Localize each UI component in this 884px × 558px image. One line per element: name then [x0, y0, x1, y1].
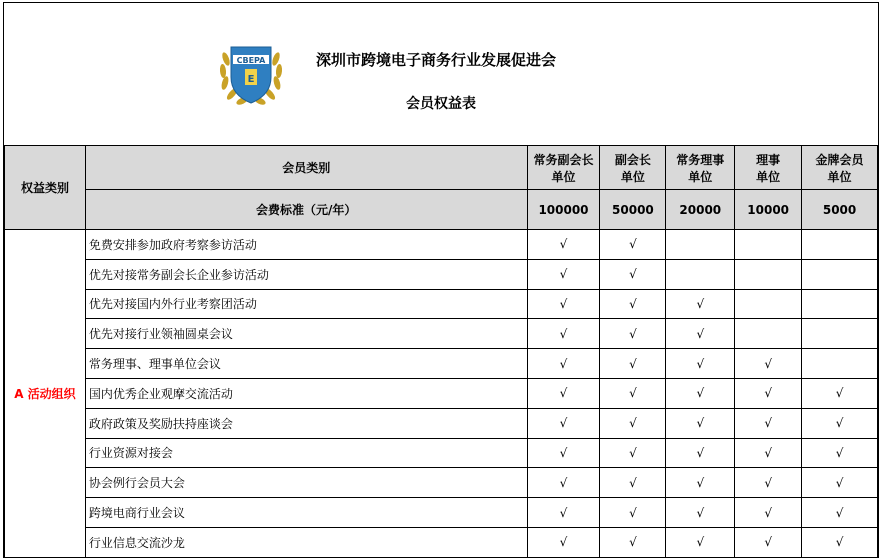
check-cell [527, 498, 600, 528]
benefits-table [4, 145, 878, 558]
benefit-row [5, 438, 878, 468]
benefit-row [5, 319, 878, 349]
check-mark-icon: √ [629, 386, 637, 401]
check-cell [735, 408, 802, 438]
check-cell [600, 408, 666, 438]
category-cell: A 活动组织 [5, 230, 86, 558]
check-mark-icon: √ [696, 475, 705, 490]
check-mark-icon: √ [629, 267, 637, 282]
check-cell [666, 527, 735, 557]
check-cell [600, 349, 666, 379]
check-cell [666, 468, 735, 498]
member-type-label: 会员类别 [85, 146, 527, 190]
check-mark-icon: √ [696, 356, 705, 371]
benefit-item: 跨境电商行业会议 [85, 498, 527, 528]
check-cell [735, 319, 802, 349]
check-cell [666, 378, 735, 408]
check-mark-icon: √ [764, 535, 772, 550]
check-cell [666, 259, 735, 289]
check-mark-icon: √ [559, 535, 568, 550]
check-mark-icon: √ [559, 475, 568, 490]
table-title: 会员权益表 [406, 96, 476, 112]
check-mark-icon: √ [629, 475, 637, 490]
check-mark-icon: √ [696, 296, 705, 311]
check-cell [527, 378, 600, 408]
benefit-row [5, 498, 878, 528]
check-cell [527, 259, 600, 289]
check-mark-icon: √ [764, 445, 772, 460]
check-mark-icon: √ [559, 267, 568, 282]
check-mark-icon: √ [559, 505, 568, 520]
check-mark-icon: √ [696, 386, 705, 401]
check-cell [802, 349, 878, 379]
check-cell [600, 319, 666, 349]
check-cell [527, 289, 600, 319]
check-cell [802, 378, 878, 408]
check-cell [735, 349, 802, 379]
category-header: 权益类别 [5, 146, 86, 230]
level-header: 常务副会长 单位 [527, 146, 600, 190]
benefit-item: 免费安排参加政府考察参访活动 [85, 230, 527, 260]
check-mark-icon: √ [764, 356, 772, 371]
check-mark-icon: √ [764, 386, 772, 401]
check-mark-icon: √ [559, 237, 568, 252]
benefit-row [5, 378, 878, 408]
check-cell [735, 527, 802, 557]
header-row-levels [5, 146, 878, 190]
benefit-item: 行业资源对接会 [85, 438, 527, 468]
check-mark-icon: √ [696, 326, 705, 341]
fee-value: 50000 [600, 190, 666, 230]
check-cell [802, 230, 878, 260]
fee-label: 会费标准（元/年） [85, 190, 527, 230]
check-cell [735, 468, 802, 498]
check-mark-icon: √ [696, 535, 705, 550]
check-cell [600, 498, 666, 528]
check-mark-icon: √ [764, 505, 772, 520]
check-cell [600, 289, 666, 319]
check-mark-icon: √ [835, 475, 844, 490]
benefit-row [5, 289, 878, 319]
check-cell [735, 498, 802, 528]
check-cell [600, 230, 666, 260]
check-mark-icon: √ [559, 296, 568, 311]
check-cell [527, 438, 600, 468]
benefit-row [5, 259, 878, 289]
benefits-sheet [3, 2, 879, 558]
fee-value: 10000 [735, 190, 802, 230]
check-cell [666, 438, 735, 468]
benefit-item: 行业信息交流沙龙 [85, 527, 527, 557]
check-cell [600, 468, 666, 498]
check-mark-icon: √ [559, 416, 568, 431]
check-cell [802, 408, 878, 438]
check-cell [802, 319, 878, 349]
check-cell [802, 527, 878, 557]
check-cell [802, 438, 878, 468]
check-cell [666, 408, 735, 438]
check-cell [527, 408, 600, 438]
check-mark-icon: √ [835, 386, 844, 401]
benefit-item: 优先对接常务副会长企业参访活动 [85, 259, 527, 289]
benefit-item: 协会例行会员大会 [85, 468, 527, 498]
check-mark-icon: √ [764, 416, 772, 431]
benefit-row [5, 468, 878, 498]
check-mark-icon: √ [629, 535, 637, 550]
check-cell [600, 259, 666, 289]
check-mark-icon: √ [559, 386, 568, 401]
check-mark-icon: √ [764, 475, 772, 490]
check-cell [527, 468, 600, 498]
check-cell [666, 289, 735, 319]
check-cell [666, 349, 735, 379]
check-cell [527, 527, 600, 557]
sheet-header [4, 3, 878, 146]
check-mark-icon: √ [835, 416, 844, 431]
benefit-item: 优先对接国内外行业考察团活动 [85, 289, 527, 319]
check-cell [802, 498, 878, 528]
check-mark-icon: √ [696, 416, 705, 431]
level-header: 常务理事 单位 [666, 146, 735, 190]
benefit-row [5, 408, 878, 438]
check-mark-icon: √ [629, 237, 637, 252]
check-mark-icon: √ [559, 445, 568, 460]
fee-value: 5000 [802, 190, 878, 230]
benefit-row [5, 349, 878, 379]
check-cell [735, 289, 802, 319]
check-cell [527, 349, 600, 379]
benefit-item: 常务理事、理事单位会议 [85, 349, 527, 379]
check-mark-icon: √ [629, 505, 637, 520]
check-cell [735, 378, 802, 408]
check-cell [600, 438, 666, 468]
cbepa-logo-icon [216, 39, 286, 109]
check-cell [802, 289, 878, 319]
level-header: 金牌会员 单位 [802, 146, 878, 190]
check-cell [735, 230, 802, 260]
check-mark-icon: √ [629, 416, 637, 431]
check-cell [666, 230, 735, 260]
check-cell [802, 468, 878, 498]
benefit-row [5, 230, 878, 260]
check-cell [802, 259, 878, 289]
check-mark-icon: √ [696, 445, 705, 460]
check-mark-icon: √ [835, 535, 844, 550]
fee-value: 20000 [666, 190, 735, 230]
fee-value: 100000 [527, 190, 600, 230]
check-cell [527, 230, 600, 260]
check-mark-icon: √ [835, 505, 844, 520]
check-cell [600, 527, 666, 557]
check-mark-icon: √ [629, 356, 637, 371]
check-mark-icon: √ [629, 326, 637, 341]
check-cell [666, 498, 735, 528]
check-mark-icon: √ [559, 326, 568, 341]
check-mark-icon: √ [629, 296, 637, 311]
check-cell [735, 438, 802, 468]
header-row-fees [5, 190, 878, 230]
logo-text: CBEPA [236, 56, 266, 65]
check-mark-icon: √ [835, 445, 844, 460]
organization-title: 深圳市跨境电子商务行业发展促进会 [316, 51, 557, 69]
benefit-item: 国内优秀企业观摩交流活动 [85, 378, 527, 408]
check-mark-icon: √ [629, 445, 637, 460]
benefit-row [5, 527, 878, 557]
benefit-item: 政府政策及奖励扶持座谈会 [85, 408, 527, 438]
check-cell [735, 259, 802, 289]
level-header: 理事 单位 [735, 146, 802, 190]
benefit-item: 优先对接行业领袖圆桌会议 [85, 319, 527, 349]
svg-text:E: E [247, 74, 255, 85]
check-mark-icon: √ [559, 356, 568, 371]
check-mark-icon: √ [696, 505, 705, 520]
check-cell [600, 378, 666, 408]
check-cell [527, 319, 600, 349]
check-cell [666, 319, 735, 349]
level-header: 副会长 单位 [600, 146, 666, 190]
